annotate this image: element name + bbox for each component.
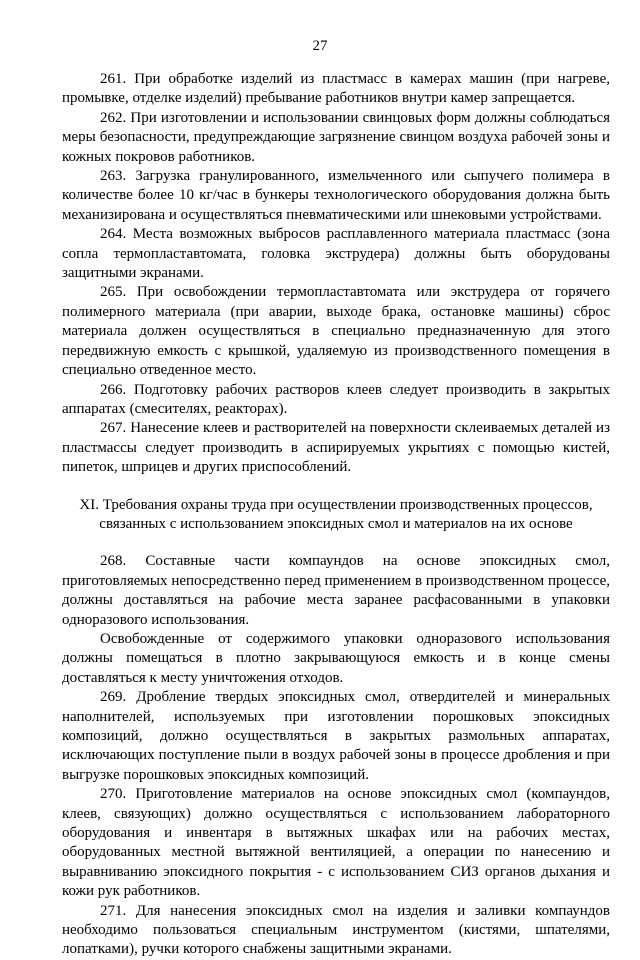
paragraph-268-continuation: Освобожденные от содержимого упаковки одноразового использования должны помещаться в плотно закрывающуюся емкость и в конце смены доставляться к месту уничтожения отходов. — [62, 630, 610, 686]
paragraph-263: 263. Загрузка гранулированного, измельченного или сыпучего полимера в количестве более 10 кг/час в бункеры технологического оборудования должна быть механизирована и осуществляться пневматическими или шнековыми устройствами. — [62, 168, 610, 223]
paragraph-270: 270. Приготовление материалов на основе эпоксидных смол (компаундов, клеев, связующих) должно осуществляться с использованием лабораторного оборудования и инвентаря в вытяжных шкафах или на рабочих местах, оборудованных местной вытяжной вентиляцией, а операции по нанесению и выравниванию эпоксидного покрытия - с использованием СИЗ органов дыхания и кожи рук работников. — [62, 786, 610, 900]
section-heading-line-2: связанных с использованием эпоксидных смол и материалов на их основе — [99, 515, 573, 532]
paragraph-262: 262. При изготовлении и использовании свинцовых форм должны соблюдаться меры безопасности, предупреждающие загрязнение свинцом воздуха рабочей зоны и кожных покровов работников. — [62, 109, 610, 165]
paragraph-264: 264. Места возможных выбросов расплавленного материала пластмасс (зона сопла термопластавтомата, головка экструдера) должны быть оборудованы защитными экранами. — [62, 226, 610, 282]
paragraph-269: 269. Дробление твердых эпоксидных смол, отвердителей и минеральных наполнителей, используемых при изготовлении порошковых эпоксидных композиций, должно осуществляться в закрытых размольных аппаратах, исключающих поступление пыли в воздух рабочей зоны в процессе дробления и при выгрузке порошковых эпоксидных композиций. — [62, 689, 610, 783]
paragraph-266: 266. Подготовку рабочих растворов клеев следует производить в закрытых аппаратах (смесителях, реакторах). — [62, 381, 610, 417]
paragraph-261: 261. При обработке изделий из пластмасс в камерах машин (при нагреве, промывке, отделке изделий) пребывание работников внутри камер запрещается. — [62, 71, 610, 107]
section-heading — [62, 496, 610, 535]
page-number: 27 — [312, 38, 328, 54]
paragraph-267: 267. Нанесение клеев и растворителей на поверхности склеиваемых деталей из пластмассы следует производить в аспирируемых укрытиях с помощью кистей, пипеток, шприцев и других приспособлений. — [62, 420, 610, 476]
paragraph-271: 271. Для нанесения эпоксидных смол на изделия и заливки компаундов необходимо пользоваться специальным инструментом (кистями, шпателями, лопатками), ручки которого снабжены защитными экранами. — [62, 902, 610, 958]
section-heading-line-1: XI. Требования охраны труда при осуществлении производственных процессов, — [79, 496, 593, 513]
document-body — [62, 70, 610, 960]
paragraph-265: 265. При освобождении термопластавтомата или экструдера от горячего полимерного материала (при аварии, выходе брака, остановке машины) сброс материала должен осуществляться в специально предназначенную для этого передвижную емкость с крышкой, удаляемую из производственного помещения в специально отведенное место. — [62, 284, 610, 379]
paragraph-268: 268. Составные части компаундов на основе эпоксидных смол, приготовляемых непосредственно перед применением в производственном процессе, должны доставляться на рабочие места заранее расфасованными в упаковки одноразового использования. — [62, 553, 610, 628]
